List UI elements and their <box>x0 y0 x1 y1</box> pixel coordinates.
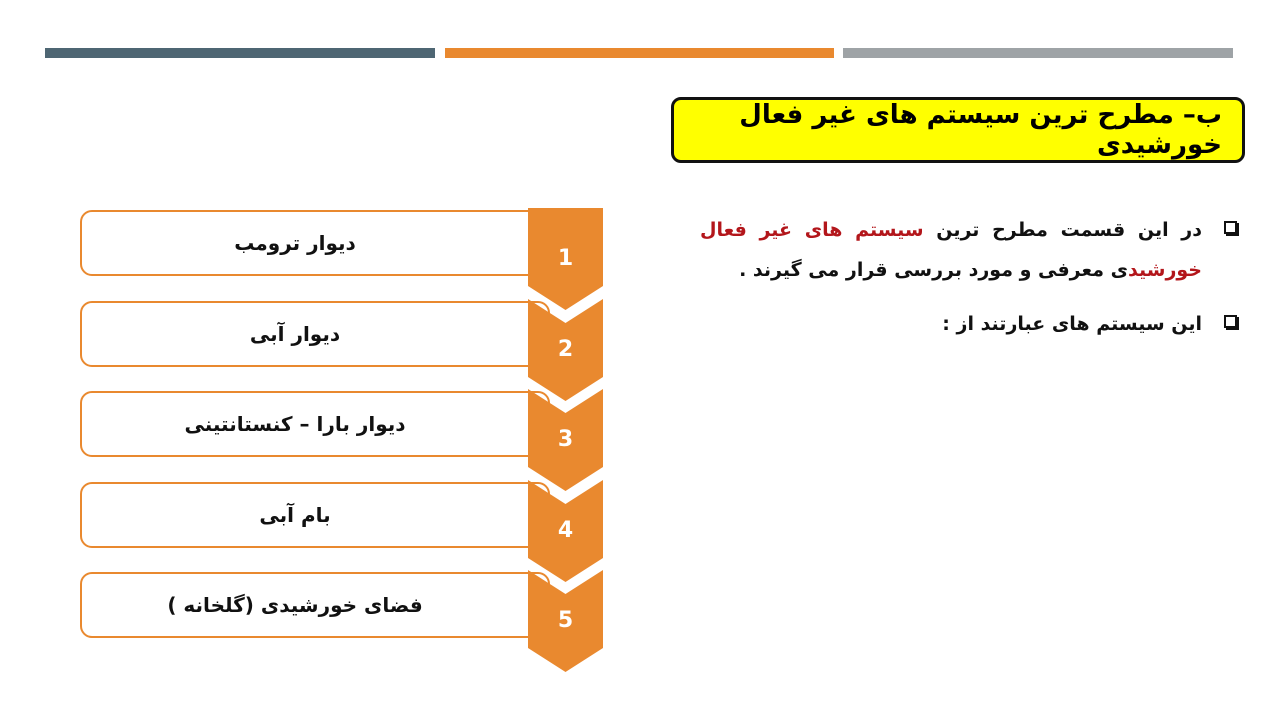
bullet-intro-text-2: ی معرفی و مورد بررسی قرار می گیرند . <box>739 259 1129 281</box>
step-number: 1 <box>557 246 574 271</box>
step-number: 4 <box>557 517 574 543</box>
system-item-label: دیوار آبی <box>249 321 341 346</box>
system-item-box <box>80 301 550 367</box>
system-item-label: دیوار ترومب <box>234 231 356 255</box>
slide-title: ب– مطرح ترین سیستم های غیر فعال خورشیدی <box>739 100 1222 160</box>
bullet-list <box>700 210 1240 358</box>
bullet-list-intro-text: این سیستم های عبارتند از : <box>942 313 1202 335</box>
step-number: 2 <box>557 336 574 362</box>
top-bar-orange <box>445 48 834 58</box>
step-number: 5 <box>557 608 574 633</box>
checkbox-bullet-icon <box>1224 221 1237 234</box>
bullet-intro-text-1: در این قسمت مطرح ترین <box>923 219 1202 241</box>
system-item-label: بام آبی <box>259 502 331 527</box>
bullet-item-intro <box>700 210 1240 290</box>
system-item-box <box>80 210 550 276</box>
system-item-box <box>80 482 550 548</box>
step-number: 3 <box>557 427 574 452</box>
bullet-intro-highlight: سیستم های غیر فعال خورشید <box>700 219 1202 281</box>
top-bar-gray <box>843 48 1233 58</box>
checkbox-bullet-icon <box>1224 315 1237 328</box>
system-item-box <box>80 391 550 457</box>
system-item-box <box>80 572 550 638</box>
systems-process-list <box>80 208 605 678</box>
bullet-item-list-intro <box>700 304 1240 344</box>
system-item-label: فضای خورشیدی (گلخانه ) <box>167 593 423 617</box>
top-bar-slate <box>45 48 435 58</box>
slide-title-box <box>671 97 1245 163</box>
system-item-label: دیوار بارا – کنستانتینی <box>184 412 406 436</box>
